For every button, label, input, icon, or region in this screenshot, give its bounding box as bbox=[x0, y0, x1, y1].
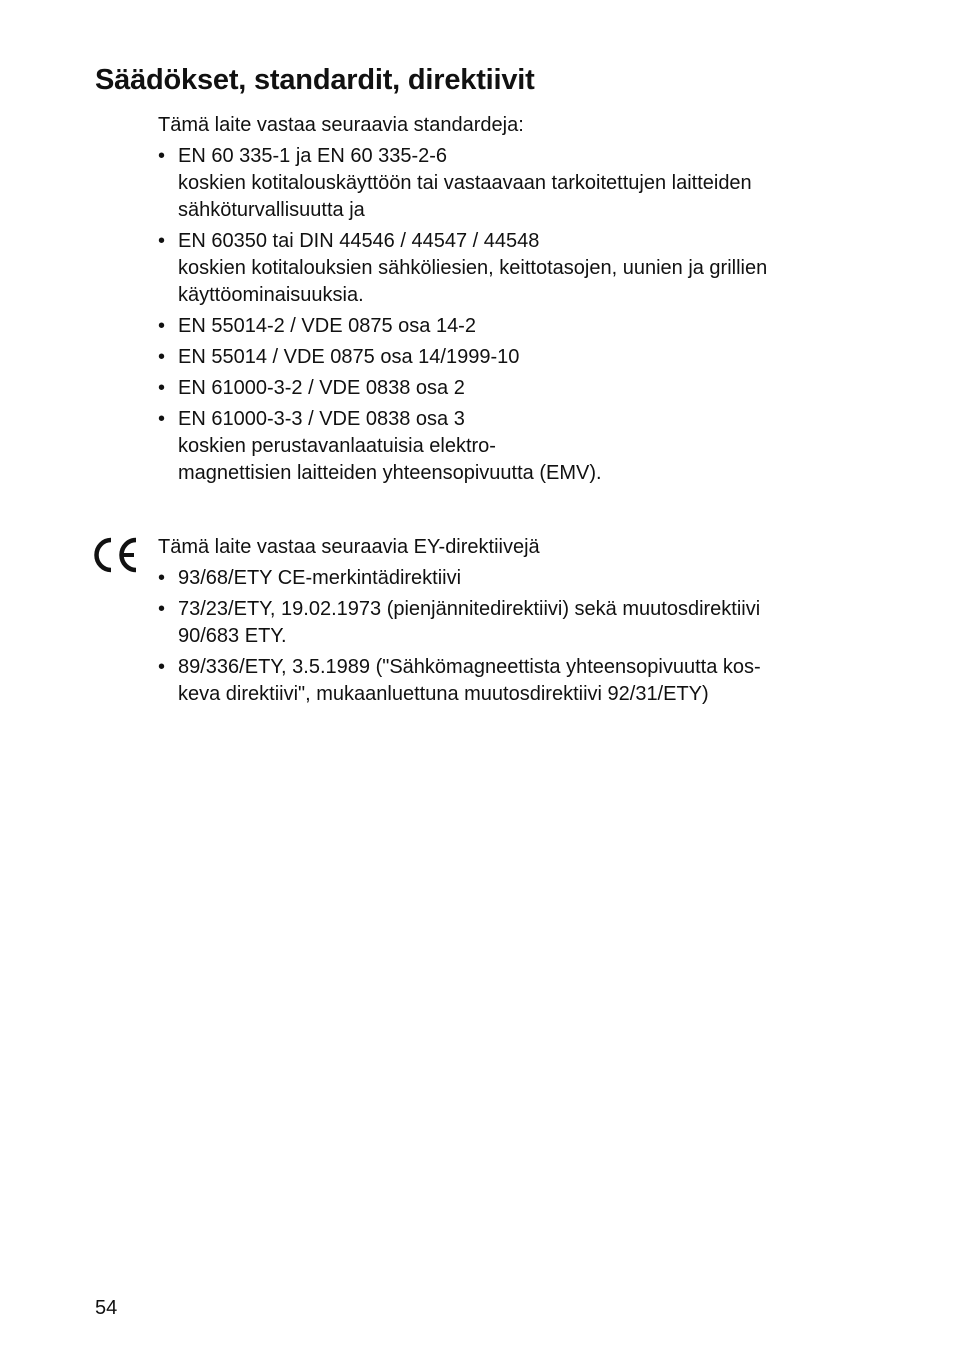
ce-mark-icon bbox=[92, 537, 140, 573]
list-item-line: EN 55014 / VDE 0875 osa 14/1999-10 bbox=[178, 346, 520, 368]
list-item bbox=[158, 375, 858, 402]
list-item bbox=[158, 313, 858, 340]
list-item-line: 93/68/ETY CE-merkintädirektiivi bbox=[178, 567, 462, 589]
list-item-line: EN 61000-3-2 / VDE 0838 osa 2 bbox=[178, 377, 465, 399]
list-item-line: koskien perustavanlaatuisia elektro- bbox=[178, 435, 496, 457]
standards-list bbox=[158, 143, 858, 487]
bullet: • bbox=[158, 598, 166, 620]
list-item-line: EN 55014-2 / VDE 0875 osa 14-2 bbox=[178, 315, 476, 337]
standards-intro: Tämä laite vastaa seuraavia standardeja: bbox=[158, 114, 524, 136]
directives-intro: Tämä laite vastaa seuraavia EY-direktiivejä bbox=[158, 536, 540, 558]
list-item-line: koskien kotitalouskäyttöön tai vastaavaan tarkoitettujen laitteiden bbox=[178, 172, 752, 194]
list-item bbox=[158, 654, 858, 708]
list-item bbox=[158, 344, 858, 371]
list-item bbox=[158, 143, 858, 224]
list-item-line: koskien kotitalouksien sähköliesien, keittotasojen, uunien ja grillien bbox=[178, 257, 768, 279]
bullet: • bbox=[158, 145, 166, 167]
bullet: • bbox=[158, 656, 166, 678]
bullet: • bbox=[158, 377, 166, 399]
list-item-line: magnettisien laitteiden yhteensopivuutta (EMV). bbox=[178, 462, 602, 484]
standards-section bbox=[158, 112, 858, 491]
list-item-line: sähköturvallisuutta ja bbox=[178, 199, 365, 221]
page-title: Säädökset, standardit, direktiivit bbox=[95, 64, 535, 96]
list-item bbox=[158, 228, 858, 309]
list-item-line: 90/683 ETY. bbox=[178, 625, 287, 647]
list-item bbox=[158, 406, 858, 487]
list-item-line: 89/336/ETY, 3.5.1989 ("Sähkömagneettista yhteensopivuutta kos- bbox=[178, 656, 761, 678]
list-item-line: EN 60 335-1 ja EN 60 335-2-6 bbox=[178, 145, 448, 167]
list-item bbox=[158, 596, 858, 650]
list-item-line: 73/23/ETY, 19.02.1973 (pienjännitedirektiivi) sekä muutosdirektiivi bbox=[178, 598, 761, 620]
page-number: 54 bbox=[95, 1297, 118, 1319]
list-item-line: EN 60350 tai DIN 44546 / 44547 / 44548 bbox=[178, 230, 540, 252]
list-item bbox=[158, 565, 858, 592]
list-item-line: käyttöominaisuuksia. bbox=[178, 284, 364, 306]
bullet: • bbox=[158, 346, 166, 368]
bullet: • bbox=[158, 408, 166, 430]
bullet: • bbox=[158, 315, 166, 337]
bullet: • bbox=[158, 567, 166, 589]
directives-section bbox=[158, 534, 858, 712]
list-item-line: EN 61000-3-3 / VDE 0838 osa 3 bbox=[178, 408, 465, 430]
bullet: • bbox=[158, 230, 166, 252]
directives-list bbox=[158, 565, 858, 708]
list-item-line: keva direktiivi", mukaanluettuna muutosdirektiivi 92/31/ETY) bbox=[178, 683, 709, 705]
